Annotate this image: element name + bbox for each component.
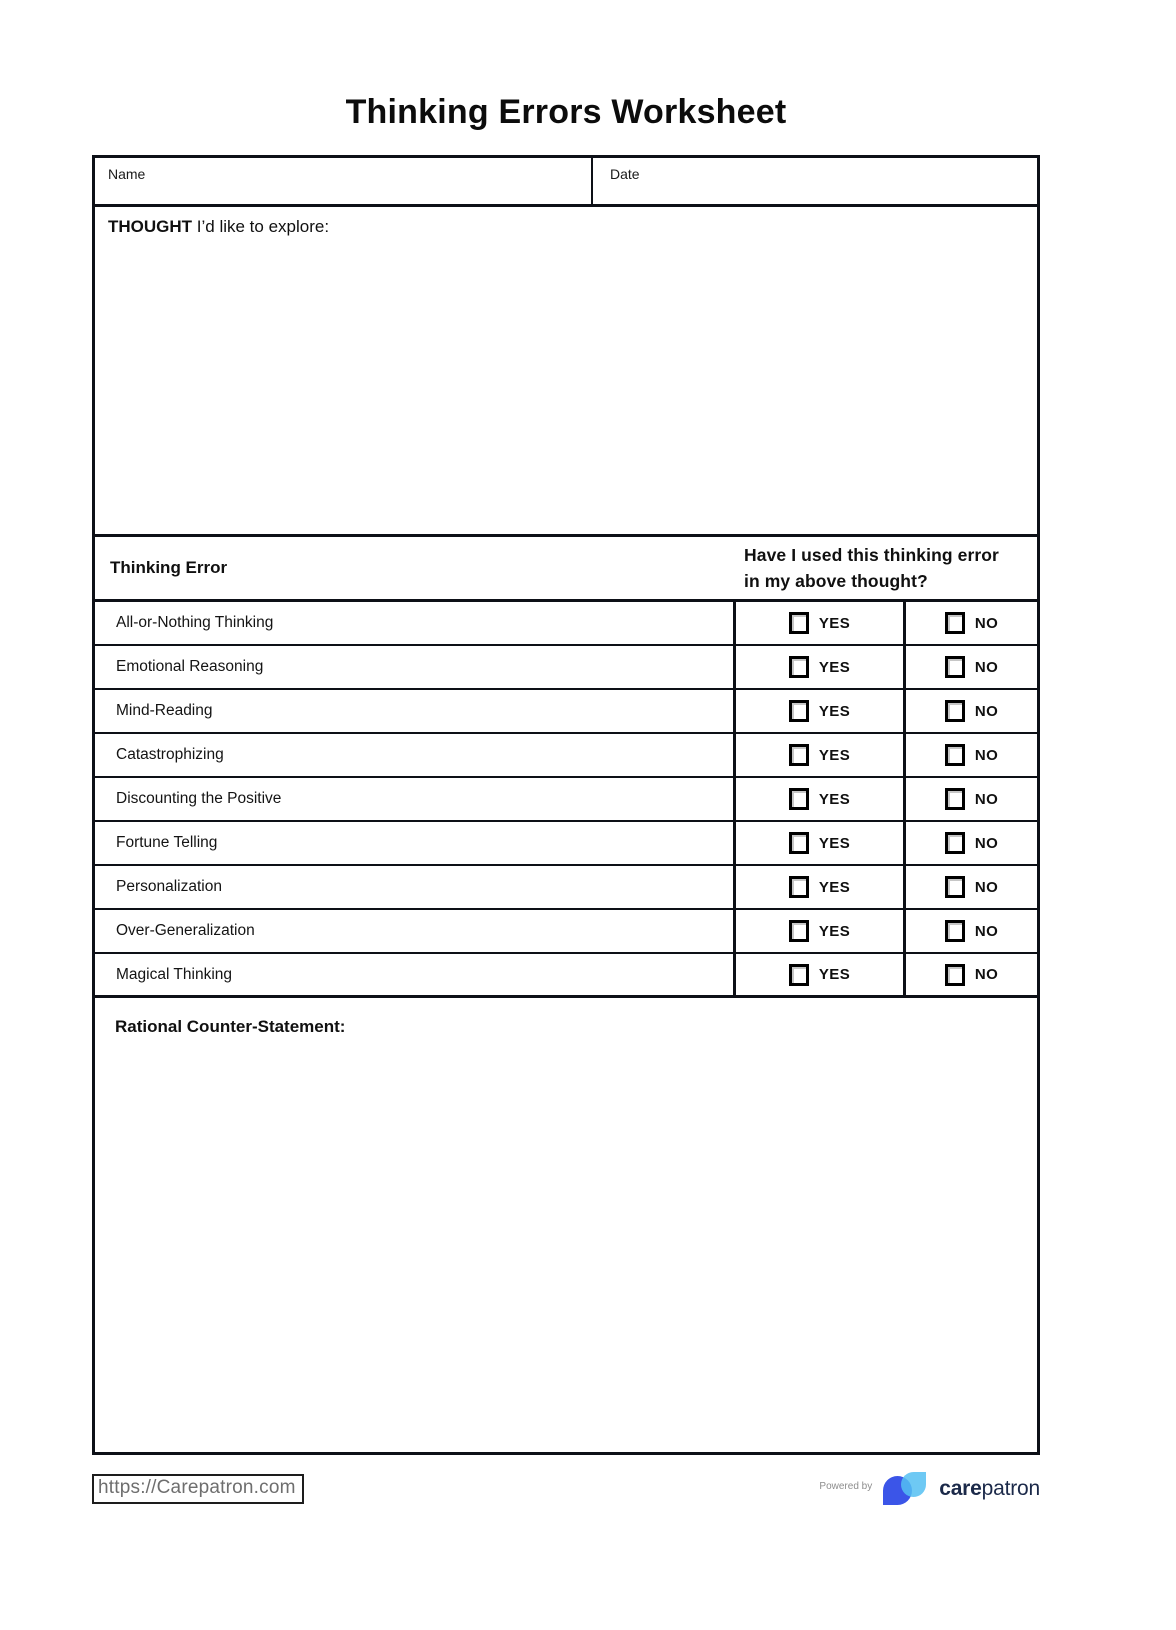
carepatron-logo-icon (883, 1472, 928, 1506)
thought-input-area[interactable] (95, 207, 1037, 537)
yes-checkbox[interactable] (789, 612, 809, 634)
yes-checkbox[interactable] (789, 832, 809, 854)
no-cell (906, 602, 1037, 644)
yes-label: YES (818, 658, 851, 676)
no-checkbox[interactable] (945, 964, 965, 986)
name-field[interactable] (95, 158, 593, 204)
no-label: NO (974, 702, 999, 720)
thought-label-rest: I’d like to explore: (192, 217, 330, 236)
no-label: NO (974, 834, 999, 852)
yes-cell (736, 646, 906, 688)
no-label: NO (974, 790, 999, 808)
yes-label: YES (818, 966, 851, 983)
yes-cell (736, 866, 906, 908)
table-row (95, 910, 1037, 954)
date-field[interactable] (593, 158, 1037, 204)
no-checkbox[interactable] (945, 920, 965, 942)
powered-by-block (819, 1472, 1040, 1506)
thinking-errors-rows (95, 602, 1037, 998)
yes-cell (736, 690, 906, 732)
date-label: Date (610, 166, 640, 182)
no-cell (906, 778, 1037, 820)
no-cell (906, 822, 1037, 864)
table-row (95, 734, 1037, 778)
no-label: NO (974, 746, 999, 764)
no-checkbox[interactable] (945, 700, 965, 722)
no-label: NO (974, 658, 999, 676)
no-cell (906, 910, 1037, 952)
logo-blob-light (901, 1472, 926, 1497)
yes-cell (736, 954, 906, 995)
thinking-error-label: Catastrophizing (95, 734, 736, 776)
question-line-1: Have I used this thinking error (744, 545, 999, 565)
thinking-error-label: Personalization (95, 866, 736, 908)
yes-label: YES (818, 834, 851, 852)
no-checkbox[interactable] (945, 612, 965, 634)
yes-label: YES (818, 922, 851, 940)
thinking-error-label: Over-Generalization (95, 910, 736, 952)
no-cell (906, 866, 1037, 908)
yes-checkbox[interactable] (789, 876, 809, 898)
yes-label: YES (818, 702, 851, 720)
table-row (95, 778, 1037, 822)
yes-checkbox[interactable] (789, 744, 809, 766)
brand-patron: patron (981, 1477, 1040, 1500)
no-cell (906, 690, 1037, 732)
thinking-error-label: Magical Thinking (95, 954, 736, 995)
yes-checkbox[interactable] (789, 964, 809, 986)
yes-cell (736, 602, 906, 644)
question-column-header (744, 542, 999, 594)
no-checkbox[interactable] (945, 832, 965, 854)
no-checkbox[interactable] (945, 876, 965, 898)
carepatron-wordmark (939, 1477, 1040, 1501)
page-title: Thinking Errors Worksheet (345, 93, 787, 131)
table-row (95, 822, 1037, 866)
thinking-error-label: Emotional Reasoning (95, 646, 736, 688)
carepatron-link[interactable]: https://Carepatron.com (92, 1474, 304, 1504)
no-checkbox[interactable] (945, 656, 965, 678)
yes-cell (736, 910, 906, 952)
yes-cell (736, 734, 906, 776)
no-cell (906, 646, 1037, 688)
table-row (95, 646, 1037, 690)
yes-checkbox[interactable] (789, 656, 809, 678)
rational-input-area[interactable] (95, 998, 1037, 1452)
thinking-error-label: Fortune Telling (95, 822, 736, 864)
thinking-error-label: Discounting the Positive (95, 778, 736, 820)
no-label: NO (974, 922, 999, 940)
table-row (95, 602, 1037, 646)
yes-cell (736, 822, 906, 864)
no-label: NO (974, 966, 999, 983)
thinking-error-label: All-or-Nothing Thinking (95, 602, 736, 644)
name-label: Name (108, 166, 146, 182)
yes-label: YES (818, 746, 851, 764)
error-table-header (95, 537, 1037, 602)
yes-cell (736, 778, 906, 820)
no-label: NO (974, 614, 999, 632)
table-row (95, 954, 1037, 998)
thought-label: THOUGHT (108, 217, 193, 236)
yes-checkbox[interactable] (789, 700, 809, 722)
powered-by-label: Powered by (819, 1480, 873, 1492)
yes-label: YES (818, 790, 851, 808)
rational-label: Rational Counter-Statement: (115, 1017, 346, 1036)
thinking-error-column-header: Thinking Error (110, 558, 228, 577)
worksheet-form (92, 155, 1040, 1455)
question-line-2: in my above thought? (744, 571, 928, 591)
no-cell (906, 734, 1037, 776)
no-label: NO (974, 878, 999, 896)
thinking-error-label: Mind-Reading (95, 690, 736, 732)
no-checkbox[interactable] (945, 788, 965, 810)
no-checkbox[interactable] (945, 744, 965, 766)
yes-label: YES (818, 878, 851, 896)
brand-care: care (939, 1477, 982, 1500)
yes-checkbox[interactable] (789, 920, 809, 942)
yes-checkbox[interactable] (789, 788, 809, 810)
page-footer (92, 1472, 1040, 1506)
yes-label: YES (818, 614, 851, 632)
name-date-row (95, 158, 1037, 207)
table-row (95, 690, 1037, 734)
no-cell (906, 954, 1037, 995)
table-row (95, 866, 1037, 910)
